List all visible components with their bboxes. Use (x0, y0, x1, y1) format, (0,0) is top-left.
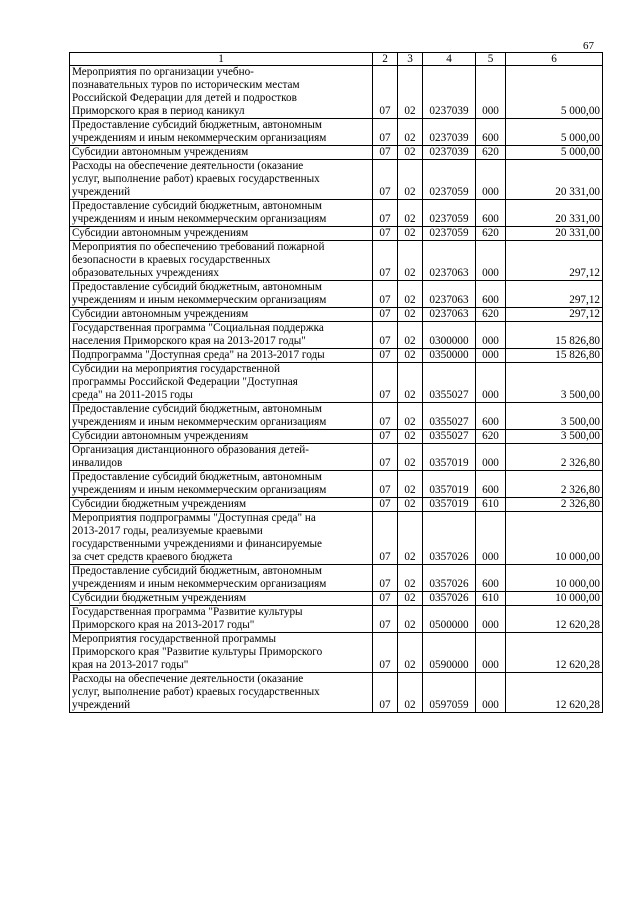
item-name-line: учреждениям и иным некоммерческим организациям (72, 416, 327, 428)
item-name-line: государственными учреждениями и финансируемые (72, 538, 323, 550)
target-article-cell: 0237063 (423, 308, 476, 322)
subsection-code-cell: 02 (398, 308, 423, 322)
section-code-cell: 07 (373, 444, 398, 471)
item-name-line: Субсидии бюджетным учреждениям (72, 498, 247, 510)
target-article-cell: 0355027 (423, 430, 476, 444)
section-code-cell: 07 (373, 119, 398, 146)
expense-type-cell: 620 (476, 308, 506, 322)
amount-cell: 10 000,00 (506, 592, 603, 606)
amount-cell: 12 620,28 (506, 633, 603, 673)
item-name-line: Субсидии автономным учреждениям (72, 227, 249, 239)
item-name-cell (70, 200, 373, 227)
item-name-cell (70, 119, 373, 146)
item-name-line: Субсидии бюджетным учреждениям (72, 592, 247, 604)
item-name-line: Расходы на обеспечение деятельности (оказание (72, 673, 304, 685)
target-article-cell: 0590000 (423, 633, 476, 673)
item-name-line: 2013-2017 годы, реализуемые краевыми (72, 525, 263, 537)
section-code-cell: 07 (373, 592, 398, 606)
item-name-line: Приморского края "Развитие культуры Приморского (72, 646, 323, 658)
budget-table (69, 52, 603, 713)
subsection-code-cell: 02 (398, 430, 423, 444)
table-row (70, 66, 603, 119)
section-code-cell: 07 (373, 565, 398, 592)
item-name-line: Субсидии автономным учреждениям (72, 308, 249, 320)
item-name-cell (70, 565, 373, 592)
item-name-line: Подпрограмма "Доступная среда" на 2013-2017 годы (72, 349, 325, 361)
subsection-code-cell: 02 (398, 146, 423, 160)
expense-type-cell: 600 (476, 119, 506, 146)
table-row (70, 673, 603, 713)
section-code-cell: 07 (373, 241, 398, 281)
section-code-cell: 07 (373, 322, 398, 349)
item-name-line: услуг, выполнение работ) краевых государственных (72, 686, 320, 698)
target-article-cell: 0357019 (423, 471, 476, 498)
section-code-cell: 07 (373, 498, 398, 512)
amount-cell: 5 000,00 (506, 146, 603, 160)
table-row (70, 281, 603, 308)
amount-cell: 12 620,28 (506, 606, 603, 633)
target-article-cell: 0357019 (423, 444, 476, 471)
amount-cell: 5 000,00 (506, 119, 603, 146)
amount-cell: 10 000,00 (506, 512, 603, 565)
target-article-cell: 0357026 (423, 565, 476, 592)
item-name-line: Субсидии автономным учреждениям (72, 430, 249, 442)
item-name-cell (70, 606, 373, 633)
table-row (70, 146, 603, 160)
subsection-code-cell: 02 (398, 565, 423, 592)
item-name-cell (70, 471, 373, 498)
table-row (70, 160, 603, 200)
section-code-cell: 07 (373, 673, 398, 713)
amount-cell: 15 826,80 (506, 322, 603, 349)
item-name-line: услуг, выполнение работ) краевых государственных (72, 173, 320, 185)
target-article-cell: 0350000 (423, 349, 476, 363)
expense-type-cell: 000 (476, 349, 506, 363)
section-code-cell: 07 (373, 430, 398, 444)
subsection-code-cell: 02 (398, 322, 423, 349)
item-name-line: учреждениям и иным некоммерческим организациям (72, 578, 327, 590)
expense-type-cell: 600 (476, 565, 506, 592)
item-name-cell (70, 349, 373, 363)
amount-cell: 297,12 (506, 241, 603, 281)
table-row (70, 430, 603, 444)
table-row (70, 241, 603, 281)
subsection-code-cell: 02 (398, 200, 423, 227)
item-name-line: учреждениям и иным некоммерческим организациям (72, 213, 327, 225)
amount-cell: 2 326,80 (506, 498, 603, 512)
expense-type-cell: 600 (476, 200, 506, 227)
expense-type-cell: 600 (476, 281, 506, 308)
item-name-cell (70, 227, 373, 241)
subsection-code-cell: 02 (398, 606, 423, 633)
table-row (70, 227, 603, 241)
section-code-cell: 07 (373, 349, 398, 363)
table-row (70, 633, 603, 673)
item-name-line: учреждений (72, 699, 131, 711)
item-name-line: учреждениям и иным некоммерческим организациям (72, 294, 327, 306)
header-col-3: 3 (398, 53, 423, 66)
target-article-cell: 0237059 (423, 227, 476, 241)
table-row (70, 498, 603, 512)
item-name-line: Мероприятия по обеспечению требований пожарной (72, 241, 325, 253)
expense-type-cell: 000 (476, 633, 506, 673)
target-article-cell: 0355027 (423, 403, 476, 430)
expense-type-cell: 600 (476, 403, 506, 430)
target-article-cell: 0300000 (423, 322, 476, 349)
item-name-line: среда" на 2011-2015 годы (72, 389, 193, 401)
subsection-code-cell: 02 (398, 241, 423, 281)
item-name-line: Организация дистанционного образования детей- (72, 444, 309, 456)
section-code-cell: 07 (373, 403, 398, 430)
section-code-cell: 07 (373, 512, 398, 565)
expense-type-cell: 610 (476, 498, 506, 512)
expense-type-cell: 610 (476, 592, 506, 606)
expense-type-cell: 620 (476, 227, 506, 241)
amount-cell: 3 500,00 (506, 403, 603, 430)
subsection-code-cell: 02 (398, 227, 423, 241)
amount-cell: 10 000,00 (506, 565, 603, 592)
item-name-line: Предоставление субсидий бюджетным, автономным (72, 403, 322, 415)
target-article-cell: 0237039 (423, 66, 476, 119)
expense-type-cell: 000 (476, 606, 506, 633)
item-name-cell (70, 430, 373, 444)
amount-cell: 3 500,00 (506, 363, 603, 403)
section-code-cell: 07 (373, 66, 398, 119)
item-name-cell (70, 322, 373, 349)
amount-cell: 297,12 (506, 308, 603, 322)
expense-type-cell: 620 (476, 146, 506, 160)
subsection-code-cell: 02 (398, 119, 423, 146)
subsection-code-cell: 02 (398, 512, 423, 565)
table-row (70, 592, 603, 606)
item-name-cell (70, 444, 373, 471)
subsection-code-cell: 02 (398, 673, 423, 713)
subsection-code-cell: 02 (398, 403, 423, 430)
target-article-cell: 0237039 (423, 119, 476, 146)
subsection-code-cell: 02 (398, 66, 423, 119)
target-article-cell: 0237063 (423, 241, 476, 281)
table-row (70, 512, 603, 565)
item-name-cell (70, 498, 373, 512)
section-code-cell: 07 (373, 227, 398, 241)
table-row (70, 444, 603, 471)
header-col-2: 2 (373, 53, 398, 66)
item-name-line: Государственная программа "Социальная поддержка (72, 322, 324, 334)
item-name-line: Государственная программа "Развитие культуры (72, 606, 303, 618)
item-name-line: Приморского края на 2013-2017 годы" (72, 619, 255, 631)
item-name-line: инвалидов (72, 457, 123, 469)
item-name-cell (70, 281, 373, 308)
subsection-code-cell: 02 (398, 349, 423, 363)
amount-cell: 2 326,80 (506, 471, 603, 498)
item-name-line: за счет средств краевого бюджета (72, 551, 233, 563)
expense-type-cell: 000 (476, 66, 506, 119)
target-article-cell: 0237063 (423, 281, 476, 308)
item-name-line: безопасности в краевых государственных (72, 254, 271, 266)
target-article-cell: 0357019 (423, 498, 476, 512)
item-name-line: учреждений (72, 186, 131, 198)
table-row (70, 119, 603, 146)
subsection-code-cell: 02 (398, 592, 423, 606)
table-row (70, 471, 603, 498)
item-name-cell (70, 241, 373, 281)
subsection-code-cell: 02 (398, 363, 423, 403)
table-row (70, 363, 603, 403)
item-name-line: края на 2013-2017 годы" (72, 659, 189, 671)
item-name-line: Предоставление субсидий бюджетным, автономным (72, 200, 322, 212)
item-name-line: Приморского края в период каникул (72, 105, 245, 117)
column-numbers-row (70, 53, 603, 66)
item-name-cell (70, 160, 373, 200)
item-name-cell (70, 403, 373, 430)
amount-cell: 20 331,00 (506, 160, 603, 200)
target-article-cell: 0357026 (423, 592, 476, 606)
section-code-cell: 07 (373, 281, 398, 308)
item-name-line: Предоставление субсидий бюджетным, автономным (72, 281, 322, 293)
item-name-line: Мероприятия по организации учебно- (72, 66, 254, 78)
subsection-code-cell: 02 (398, 471, 423, 498)
amount-cell: 5 000,00 (506, 66, 603, 119)
expense-type-cell: 000 (476, 512, 506, 565)
header-col-5: 5 (476, 53, 506, 66)
amount-cell: 3 500,00 (506, 430, 603, 444)
item-name-line: Предоставление субсидий бюджетным, автономным (72, 119, 322, 131)
page-number: 67 (583, 40, 594, 52)
table-row (70, 349, 603, 363)
target-article-cell: 0355027 (423, 363, 476, 403)
item-name-cell (70, 633, 373, 673)
amount-cell: 15 826,80 (506, 349, 603, 363)
item-name-cell (70, 512, 373, 565)
target-article-cell: 0357026 (423, 512, 476, 565)
header-col-6: 6 (506, 53, 603, 66)
item-name-line: познавательных туров по историческим местам (72, 79, 300, 91)
amount-cell: 20 331,00 (506, 200, 603, 227)
expense-type-cell: 000 (476, 673, 506, 713)
header-col-4: 4 (423, 53, 476, 66)
item-name-line: Предоставление субсидий бюджетным, автономным (72, 471, 322, 483)
table-row (70, 606, 603, 633)
item-name-cell (70, 308, 373, 322)
item-name-line: Субсидии автономным учреждениям (72, 146, 249, 158)
subsection-code-cell: 02 (398, 160, 423, 200)
amount-cell: 20 331,00 (506, 227, 603, 241)
item-name-line: Субсидии на мероприятия государственной (72, 363, 280, 375)
item-name-cell (70, 673, 373, 713)
section-code-cell: 07 (373, 606, 398, 633)
item-name-line: образовательных учреждениях (72, 267, 219, 279)
expense-type-cell: 600 (476, 471, 506, 498)
header-col-1: 1 (70, 53, 373, 66)
table-row (70, 200, 603, 227)
expense-type-cell: 000 (476, 241, 506, 281)
amount-cell: 297,12 (506, 281, 603, 308)
table-row (70, 403, 603, 430)
section-code-cell: 07 (373, 308, 398, 322)
section-code-cell: 07 (373, 471, 398, 498)
target-article-cell: 0500000 (423, 606, 476, 633)
table-row (70, 322, 603, 349)
subsection-code-cell: 02 (398, 498, 423, 512)
item-name-line: Российской Федерации для детей и подростков (72, 92, 297, 104)
item-name-line: учреждениям и иным некоммерческим организациям (72, 132, 327, 144)
expense-type-cell: 000 (476, 160, 506, 200)
table-row (70, 565, 603, 592)
subsection-code-cell: 02 (398, 633, 423, 673)
item-name-cell (70, 363, 373, 403)
budget-table-body (70, 53, 603, 713)
item-name-cell (70, 146, 373, 160)
amount-cell: 2 326,80 (506, 444, 603, 471)
table-row (70, 308, 603, 322)
expense-type-cell: 620 (476, 430, 506, 444)
subsection-code-cell: 02 (398, 444, 423, 471)
amount-cell: 12 620,28 (506, 673, 603, 713)
subsection-code-cell: 02 (398, 281, 423, 308)
item-name-line: Мероприятия государственной программы (72, 633, 277, 645)
target-article-cell: 0237059 (423, 200, 476, 227)
expense-type-cell: 000 (476, 322, 506, 349)
item-name-line: программы Российской Федерации "Доступная (72, 376, 298, 388)
target-article-cell: 0237059 (423, 160, 476, 200)
item-name-cell (70, 66, 373, 119)
expense-type-cell: 000 (476, 363, 506, 403)
item-name-cell (70, 592, 373, 606)
section-code-cell: 07 (373, 363, 398, 403)
item-name-line: Расходы на обеспечение деятельности (оказание (72, 160, 304, 172)
expense-type-cell: 000 (476, 444, 506, 471)
item-name-line: Предоставление субсидий бюджетным, автономным (72, 565, 322, 577)
section-code-cell: 07 (373, 146, 398, 160)
item-name-line: учреждениям и иным некоммерческим организациям (72, 484, 327, 496)
item-name-line: населения Приморского края на 2013-2017 годы" (72, 335, 306, 347)
item-name-line: Мероприятия подпрограммы "Доступная среда" на (72, 512, 316, 524)
target-article-cell: 0237039 (423, 146, 476, 160)
section-code-cell: 07 (373, 200, 398, 227)
target-article-cell: 0597059 (423, 673, 476, 713)
section-code-cell: 07 (373, 160, 398, 200)
section-code-cell: 07 (373, 633, 398, 673)
